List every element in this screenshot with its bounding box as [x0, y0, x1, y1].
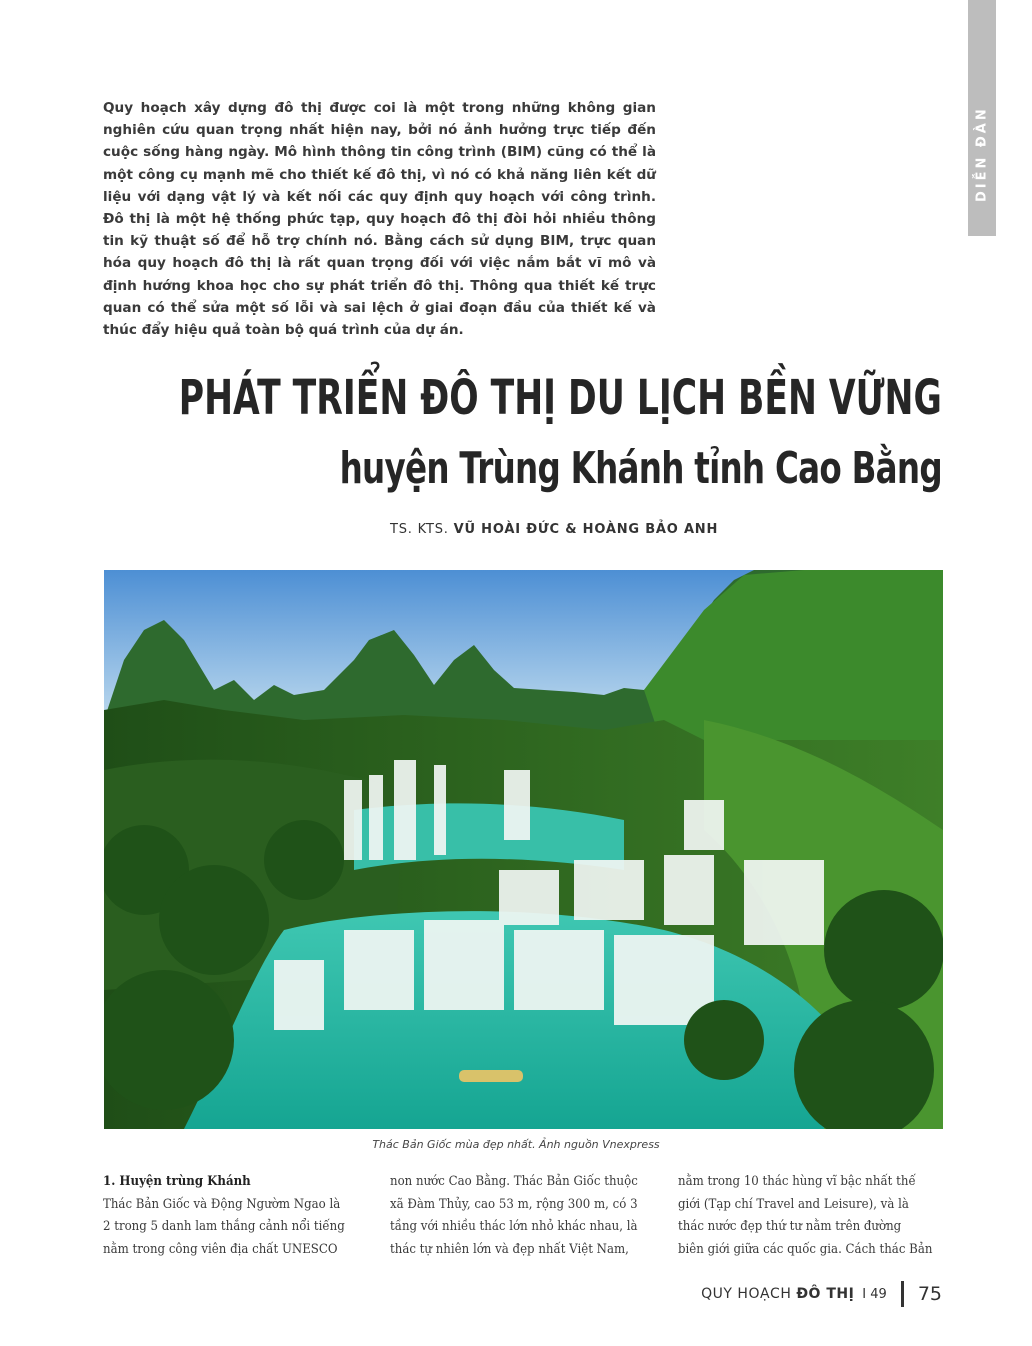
column-line: tầng với nhiều thác lớn nhỏ khác nhau, là	[390, 1219, 638, 1234]
column-line: thác tự nhiên lớn và đẹp nhất Việt Nam,	[390, 1241, 629, 1257]
column-line: nằm trong công viên địa chất UNESCO	[103, 1241, 338, 1257]
issue-number: I 49	[862, 1286, 887, 1302]
column-line: non nước Cao Bằng. Thác Bản Giốc thuộc	[390, 1174, 638, 1189]
column-line: thác nước đẹp thứ tư nằm trên đường	[678, 1219, 902, 1234]
article-subtitle: huyện Trùng Khánh tỉnh Cao Bằng	[339, 443, 942, 494]
text-column-1	[103, 1171, 345, 1261]
intro-line: chính nó. Bằng cách sử dụng BIM, trực quan hóa quy hoạch đô thị là rất	[103, 233, 657, 272]
intro-line: phức tạp, quy hoạch đô thị đòi hỏi nhiều thông tin kỹ thuật số để hỗ trợ	[103, 211, 656, 250]
text-column-3	[678, 1171, 933, 1261]
column-line: biên giới giữa các quốc gia. Cách thác Bản	[678, 1241, 933, 1257]
intro-line: hàng ngày. Mô hình thông tin công trình (BIM) cũng có thể là một công cụ	[103, 144, 656, 183]
author-prefix: TS. KTS.	[390, 522, 449, 537]
column-line: giới (Tạp chí Travel and Leisure), và là	[678, 1196, 909, 1212]
intro-line: mạnh mẽ cho thiết kế đô thị, vì nó có khả năng liên kết dữ liệu với dạng vật	[103, 166, 656, 205]
magazine-bold: ĐÔ THỊ	[796, 1286, 855, 1302]
intro-line: cứu quan trọng nhất hiện nay, bởi nó ảnh hưởng trực tiếp đến cuộc sống	[103, 122, 656, 161]
intro-line: triển đô thị. Thông qua thiết kế trực quan có thể sửa một số lỗi và sai lệch ở	[103, 277, 656, 316]
column-line: Thác Bản Giốc và Động Ngườm Ngao là	[103, 1196, 341, 1212]
column-line: xã Đàm Thủy, cao 53 m, rộng 300 m, có 3	[390, 1196, 638, 1212]
magazine-name	[701, 1286, 854, 1302]
intro-line: giai đoạn đầu của thiết kế và thúc đẩy hiệu quả toàn bộ quá trình của dự án.	[103, 299, 656, 339]
column-line: 2 trong 5 danh lam thắng cảnh nổi tiếng	[103, 1219, 345, 1234]
photo-caption: Thác Bản Giốc mùa đẹp nhất. Ảnh nguồn Vnexpress	[372, 1138, 660, 1151]
intro-line: lý và kết nối các quy định quy hoạch với công trình. Đô thị là một hệ thống	[103, 188, 657, 228]
intro-line: quan trọng đối với việc nắm bắt vĩ mô và định hướng khoa học cho sự phát	[103, 255, 656, 294]
column-line: nằm trong 10 thác hùng vĩ bậc nhất thế	[678, 1174, 916, 1189]
section-heading: 1. Huyện trùng Khánh	[103, 1174, 251, 1189]
author-byline	[390, 522, 718, 537]
section-tab-label: DIỄN ĐÀN	[974, 106, 990, 202]
waterfall-illustration	[104, 570, 943, 1129]
page-footer	[701, 1281, 942, 1307]
intro-paragraph	[103, 97, 656, 341]
footer-divider	[901, 1281, 904, 1307]
waterfall-photo	[104, 570, 943, 1129]
intro-line: Quy hoạch xây dựng đô thị được coi là một trong những không gian nghiên	[103, 100, 656, 139]
author-names: VŨ HOÀI ĐỨC & HOÀNG BẢO ANH	[453, 522, 719, 537]
article-title: PHÁT TRIỂN ĐÔ THỊ DU LỊCH BỀN VỮNG	[178, 370, 942, 426]
magazine-prefix: QUY HOẠCH	[701, 1286, 792, 1302]
text-column-2	[390, 1171, 638, 1261]
raft	[459, 1070, 523, 1082]
page-number: 75	[917, 1283, 942, 1305]
